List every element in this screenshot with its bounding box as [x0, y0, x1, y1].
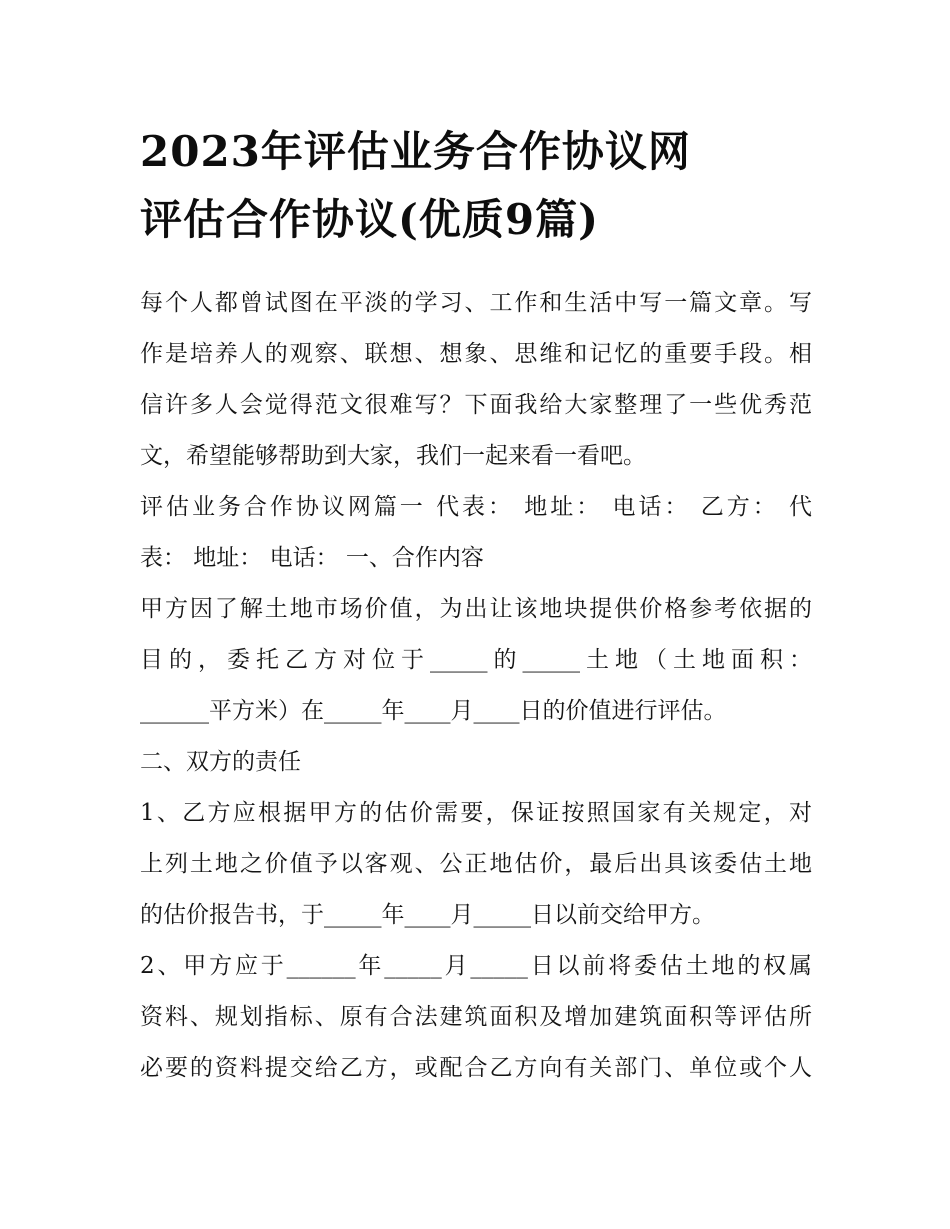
text-line: 的估价报告书，于_____年____月_____日以前交给甲方。: [140, 902, 715, 928]
text-line: 必要的资料提交给乙方，或配合乙方向有关部门、单位或个人: [140, 1055, 812, 1081]
responsibilities-heading: [140, 737, 812, 788]
text-line: 文，希望能够帮助到大家，我们一起来看一看吧。: [140, 443, 646, 469]
text-line: 上列土地之价值予以客观、公正地估价，最后出具该委估土地: [140, 851, 812, 877]
text-line: 评估业务合作协议网篇一 代表： 地址： 电话： 乙方： 代: [140, 494, 812, 520]
document-body: [140, 278, 812, 1094]
text-line: 每个人都曾试图在平淡的学习、工作和生活中写一篇文章。写: [140, 290, 812, 316]
text-line: 1、乙方应根据甲方的估价需要，保证按照国家有关规定，对: [140, 800, 812, 826]
text-line: 2、甲方应于______年_____月_____日以前将委估土地的权属: [140, 953, 812, 979]
title-line-2: 评估合作协议(优质9篇): [140, 195, 599, 244]
title-line-1: 2023年评估业务合作协议网: [140, 127, 691, 176]
text-line: 信许多人会觉得范文很难写？下面我给大家整理了一些优秀范: [140, 392, 812, 418]
text-line: ______平方米）在_____年____月____日的价值进行评估。: [140, 698, 727, 724]
text-line: 资料、规划指标、原有合法建筑面积及增加建筑面积等评估所: [140, 1004, 812, 1030]
text-line: 作是培养人的观察、联想、想象、思维和记忆的重要手段。相: [140, 341, 812, 367]
section-one-heading-paragraph: [140, 482, 812, 584]
document-title: [140, 118, 812, 254]
text-line: 表： 地址： 电话： 一、合作内容: [140, 545, 484, 571]
clause-1-paragraph: [140, 788, 812, 941]
text-line: 目的，委托乙方对位于_____的_____土地（土地面积：: [140, 647, 812, 673]
text-line: 二、双方的责任: [140, 749, 301, 775]
text-line: 甲方因了解土地市场价值，为出让该地块提供价格参考依据的: [140, 596, 812, 622]
clause-2-paragraph: [140, 941, 812, 1094]
intro-paragraph: [140, 278, 812, 482]
purpose-paragraph: [140, 584, 812, 737]
document-content: [140, 118, 812, 1094]
